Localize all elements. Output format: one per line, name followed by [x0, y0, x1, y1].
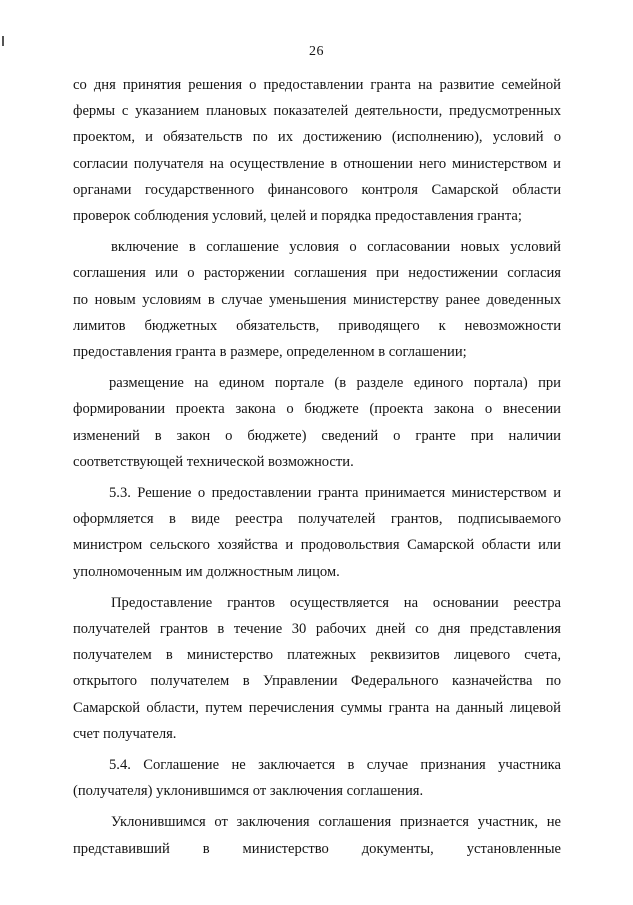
text-line: получателем в министерство платежных реквизитов лицевого счета,: [73, 647, 561, 664]
text-line: 5.4. Соглашение не заключается в случае признания участника: [109, 757, 561, 774]
text-line: (получателя) уклонившимся от заключения соглашения.: [73, 783, 424, 800]
paragraph-agreement-conditions: [73, 234, 561, 365]
text-line: фермы с указанием плановых показателей деятельности, предусмотренных: [73, 103, 561, 120]
text-line: органами государственного финансового контроля Самарской области: [73, 181, 561, 198]
text-line: открытого получателем в Управлении Федерального казначейства по: [73, 673, 561, 690]
text-line: проверок соблюдения условий, целей и порядка предоставления гранта;: [73, 208, 522, 225]
text-line: проектом, и обязательств по их достижению (исполнению), условий о: [73, 129, 561, 146]
paragraph-portal-placement: [73, 370, 561, 475]
text-line: Уклонившимся от заключения соглашения признается участник, не: [111, 814, 561, 831]
text-line: изменений в закон о бюджете) сведений о гранте при наличии: [73, 427, 561, 444]
document-body: [73, 72, 561, 862]
text-line: формировании проекта закона о бюджете (проекта закона о внесении: [73, 401, 561, 418]
paragraph-section-5-3: [73, 480, 561, 585]
text-line: соответствующей технической возможности.: [73, 453, 354, 470]
text-line: предоставления гранта в размере, определенном в соглашении;: [73, 344, 467, 361]
text-line: представивший в министерство документы, установленные: [73, 840, 561, 857]
page-number: 26: [309, 44, 324, 59]
text-line: 5.3. Решение о предоставлении гранта принимается министерством и: [109, 485, 561, 502]
paragraph-evasion-definition: [73, 809, 561, 861]
text-line: включение в соглашение условия о согласовании новых условий: [111, 239, 561, 256]
text-line: оформляется в виде реестра получателей грантов, подписываемого: [73, 511, 561, 528]
text-line: лимитов бюджетных обязательств, приводящего к невозможности: [73, 317, 561, 334]
text-line: уполномоченным им должностным лицом.: [73, 563, 340, 580]
paragraph-continuation: [73, 72, 561, 229]
text-line: размещение на едином портале (в разделе единого портала) при: [109, 375, 561, 392]
text-line: получателей грантов в течение 30 рабочих дней со дня представления: [73, 621, 561, 638]
paragraph-section-5-4: [73, 752, 561, 804]
paragraph-grant-provision: [73, 590, 561, 747]
text-line: министром сельского хозяйства и продовольствия Самарской области или: [73, 537, 561, 554]
text-line: по новым условиям в случае уменьшения министерству ранее доведенных: [73, 291, 561, 308]
text-line: со дня принятия решения о предоставлении гранта на развитие семейной: [73, 77, 561, 93]
text-line: счет получателя.: [73, 725, 177, 742]
text-line: Самарской области, путем перечисления суммы гранта на данный лицевой: [73, 699, 561, 716]
text-line: Предоставление грантов осуществляется на основании реестра: [111, 594, 561, 611]
text-line: соглашения или о расторжении соглашения при недостижении согласия: [73, 265, 561, 282]
text-line: согласии получателя на осуществление в отношении него министерством и: [73, 155, 561, 172]
